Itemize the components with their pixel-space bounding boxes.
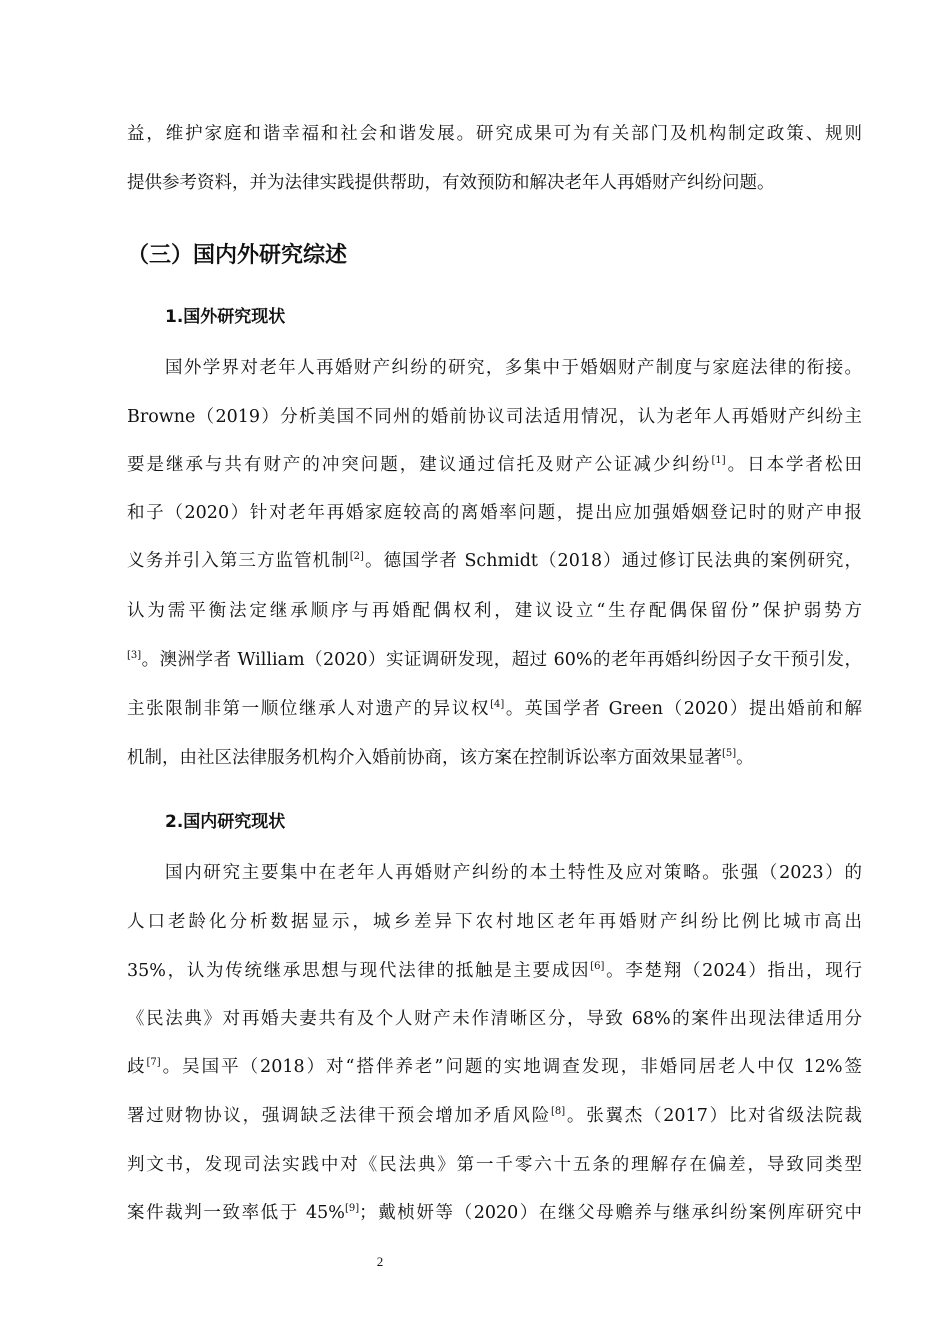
foreign-para-line-3: 要是继承与共有财产的冲突问题，建议通过信托及财产公证减少纠纷[1]。日本学者松田 bbox=[127, 455, 862, 475]
foreign-para-line-4: 和子（2020）针对老年再婚家庭较高的离婚率问题，提出应加强婚姻登记时的财产申报 bbox=[127, 503, 862, 523]
domestic-para-line-6: 署过财物协议，强调缺乏法律干预会增加矛盾风险[8]。张翼杰（2017）比对省级法院裁 bbox=[127, 1106, 862, 1126]
foreign-para-line-8: 主张限制非第一顺位继承人对遗产的异议权[4]。英国学者 Green（2020）提出婚前和解 bbox=[127, 699, 863, 719]
citation-8: [8] bbox=[550, 1106, 566, 1117]
citation-9: [9] bbox=[344, 1203, 360, 1214]
citation-5: [5] bbox=[722, 748, 737, 759]
intro-line-1: 益，维护家庭和谐幸福和社会和谐发展。研究成果可为有关部门及机构制定政策、规则 bbox=[127, 124, 862, 144]
domestic-para-line-4: 《民法典》对再婚夫妻共有及个人财产未作清晰区分，导致 68%的案件出现法律适用分 bbox=[127, 1009, 862, 1029]
citation-4: [4] bbox=[490, 699, 505, 710]
citation-7: [7] bbox=[146, 1057, 161, 1068]
foreign-para-line-5: 义务并引入第三方监管机制[2]。德国学者 Schmidt（2018）通过修订民法典的案例研究， bbox=[127, 551, 862, 571]
foreign-research-heading: 1.国外研究现状 bbox=[165, 307, 286, 327]
citation-6: [6] bbox=[590, 961, 605, 972]
citation-1: [1] bbox=[711, 455, 726, 466]
page-number: 2 bbox=[376, 1254, 384, 1269]
foreign-para-line-9: 机制，由社区法律服务机构介入婚前协商，该方案在控制诉讼率方面效果显著[5]。 bbox=[127, 748, 754, 768]
domestic-para-line-1: 国内研究主要集中在老年人再婚财产纠纷的本土特性及应对策略。张强（2023）的 bbox=[165, 863, 862, 883]
domestic-para-line-5: 歧[7]。吴国平（2018）对“搭伴养老”问题的实地调查发现，非婚同居老人中仅 12%签 bbox=[127, 1057, 862, 1077]
foreign-para-line-1: 国外学界对老年人再婚财产纠纷的研究，多集中于婚姻财产制度与家庭法律的衔接。 bbox=[165, 358, 862, 378]
domestic-para-line-3: 35%，认为传统继承思想与现代法律的抵触是主要成因[6]。李楚翔（2024）指出，现行 bbox=[127, 961, 862, 981]
foreign-para-line-6: 认为需平衡法定继承顺序与再婚配偶权利，建议设立“生存配偶保留份”保护弱势方 bbox=[127, 601, 862, 621]
domestic-research-heading: 2.国内研究现状 bbox=[165, 812, 286, 832]
citation-2: [2] bbox=[349, 551, 364, 562]
intro-line-2: 提供参考资料，并为法律实践提供帮助，有效预防和解决老年人再婚财产纠纷问题。 bbox=[127, 173, 775, 193]
domestic-para-line-7: 判文书，发现司法实践中对《民法典》第一千零六十五条的理解存在偏差，导致同类型 bbox=[127, 1155, 862, 1175]
domestic-para-line-8: 案件裁判一致率低于 45%[9]；戴桢妍等（2020）在继父母赡养与继承纠纷案例库研究中 bbox=[127, 1203, 862, 1223]
section-heading: （三）国内外研究综述 bbox=[127, 243, 348, 268]
domestic-para-line-2: 人口老龄化分析数据显示，城乡差异下农村地区老年再婚财产纠纷比例比城市高出 bbox=[127, 912, 862, 932]
citation-3: [3] bbox=[127, 650, 142, 661]
foreign-para-line-2: Browne（2019）分析美国不同州的婚前协议司法适用情况，认为老年人再婚财产纠纷主 bbox=[127, 407, 862, 427]
foreign-para-line-7: [3]。澳洲学者 William（2020）实证调研发现，超过 60%的老年再婚纠纷因子女干预引发， bbox=[127, 650, 862, 670]
